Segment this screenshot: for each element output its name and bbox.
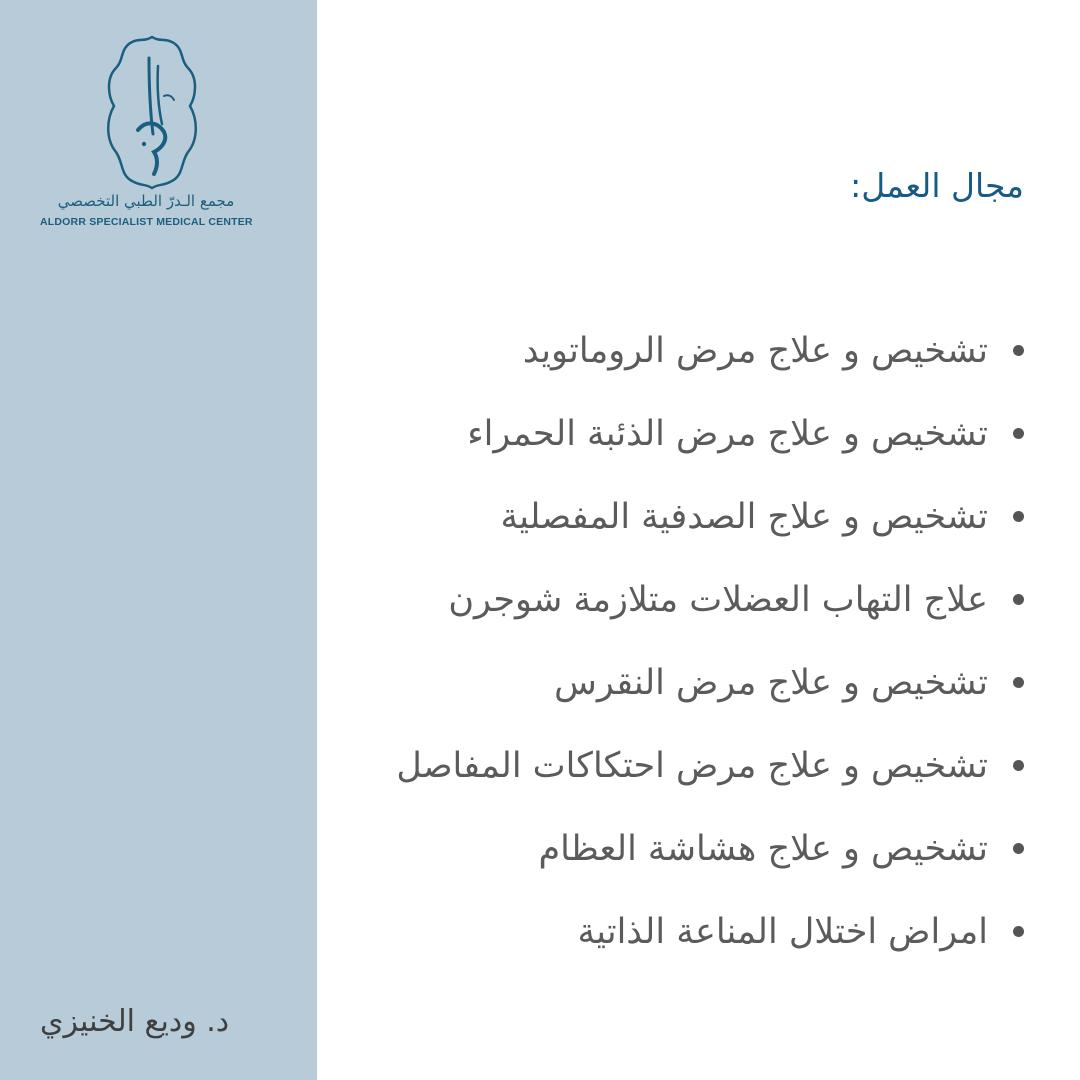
service-item: [396, 894, 988, 977]
clinic-name-arabic: مجمع الـدرّ الطبي التخصصي: [57, 192, 235, 210]
clinic-logo: [40, 30, 270, 240]
service-label: تشخيص و علاج مرض الذئبة الحمراء: [467, 414, 988, 454]
service-item: [396, 811, 988, 894]
service-item: [396, 313, 988, 396]
doctor-name: د. وديع الخنيزي: [40, 1004, 230, 1039]
bullet-icon: [1013, 843, 1024, 854]
service-item: [396, 645, 988, 728]
clinic-name-english: ALDORR SPECIALIST MEDICAL CENTER: [40, 216, 253, 228]
service-label: تشخيص و علاج مرض النقرس: [554, 663, 988, 703]
service-label: تشخيص و علاج هشاشة العظام: [538, 829, 988, 869]
service-label: تشخيص و علاج مرض احتكاكات المفاصل: [396, 746, 988, 786]
section-title: مجال العمل:: [850, 166, 1024, 205]
service-item: [396, 562, 988, 645]
bullet-icon: [1013, 926, 1024, 937]
bullet-icon: [1013, 760, 1024, 771]
logo-emblem-icon: [102, 34, 202, 190]
bullet-icon: [1013, 428, 1024, 439]
service-label: تشخيص و علاج الصدفية المفصلية: [500, 497, 988, 537]
service-label: علاج التهاب العضلات متلازمة شوجرن: [448, 580, 988, 620]
bullet-icon: [1013, 594, 1024, 605]
bullet-icon: [1013, 511, 1024, 522]
service-label: تشخيص و علاج مرض الروماتويد: [522, 331, 988, 371]
bullet-icon: [1013, 345, 1024, 356]
bullet-icon: [1013, 677, 1024, 688]
service-item: [396, 728, 988, 811]
services-list: [396, 313, 988, 977]
service-item: [396, 479, 988, 562]
service-label: امراض اختلال المناعة الذاتية: [577, 912, 988, 952]
service-item: [396, 396, 988, 479]
